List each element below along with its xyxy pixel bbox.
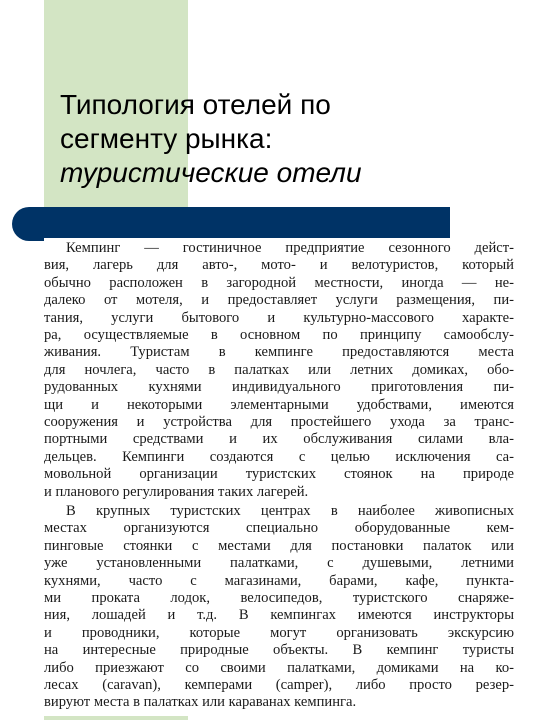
scanned-text-line: и проводники, которые могут организовать экскурсию (44, 624, 514, 641)
scanned-text-line: портными средствами и их обслуживания силами вла- (44, 431, 514, 448)
scanned-text-line: вия, лагерь для авто-, мото- и велотуристов, который (44, 257, 514, 274)
scanned-text-line: рудованных кухнями индивидуального приготовления пи- (44, 379, 514, 396)
scanned-text-line: местах организуются специально оборудованные кем- (44, 520, 514, 537)
scanned-text-line: ми проката лодок, велосипедов, туристского снаряже- (44, 590, 514, 606)
slide-title (60, 88, 520, 190)
scanned-text-line: либо приезжают со своими палатками, домиками на ко- (44, 659, 514, 676)
title-line-3: туристические отели (60, 157, 362, 188)
scanned-text-line: В крупных туристских центрах в наиболее живописных (66, 503, 514, 519)
scanned-text-line: ра, осуществляемые в основном по принципу самообслу- (44, 327, 514, 343)
scanned-text-line: для ночлега, часто в палатках или летних домиках, обо- (44, 361, 514, 378)
scanned-text-line: обычно расположен в загородной местности, иногда — не- (44, 274, 514, 291)
scanned-text-line: мовольной организации туристских стоянок на природе (44, 466, 514, 483)
title-line-2: сегменту рынка: (60, 123, 273, 154)
scanned-text-line: и планового регулирования таких лагерей. (44, 483, 309, 500)
scanned-text-line: уже установленными палатками, с душевыми, летними (44, 555, 514, 572)
scanned-text-line: живания. Туристам в кемпинге предоставляются места (44, 344, 514, 361)
scanned-text-line: тания, услуги бытового и культурно-массового характе- (44, 309, 514, 326)
scanned-text-line: пинговые стоянки с местами для постановки палаток или (44, 537, 514, 554)
scanned-text-line: на интересные природные объекты. В кемпинг туристы (44, 642, 514, 659)
title-line-1: Типология отелей по (60, 89, 331, 120)
title-divider-bar (12, 207, 450, 241)
scanned-text-line: вируют места в палатках или караванах кемпинга. (44, 694, 357, 711)
scanned-text-line: Кемпинг — гостиничное предприятие сезонного дейст- (66, 240, 514, 256)
scanned-text-line: дельцев. Кемпинги создаются с целью исключения са- (44, 448, 514, 465)
scanned-text-line: лесах (caravan), кемперами (camper), либо просто резер- (44, 677, 514, 693)
left-margin-strip (0, 0, 44, 720)
scanned-text-line: щи и некоторыми элементарными удобствами, имеются (44, 396, 514, 413)
scanned-text-line: далеко от мотеля, и предоставляет услуги размещения, пи- (44, 292, 514, 309)
scanned-text-line: кухнями, часто с магазинами, барами, кафе, пункта- (44, 572, 514, 589)
scanned-text-line: ния, лошадей и т.д. В кемпингах имеются инструкторы (44, 607, 514, 624)
scanned-text-image (44, 238, 514, 716)
scanned-text-line: сооружения и устройства для простейшего ухода за транс- (44, 414, 514, 430)
